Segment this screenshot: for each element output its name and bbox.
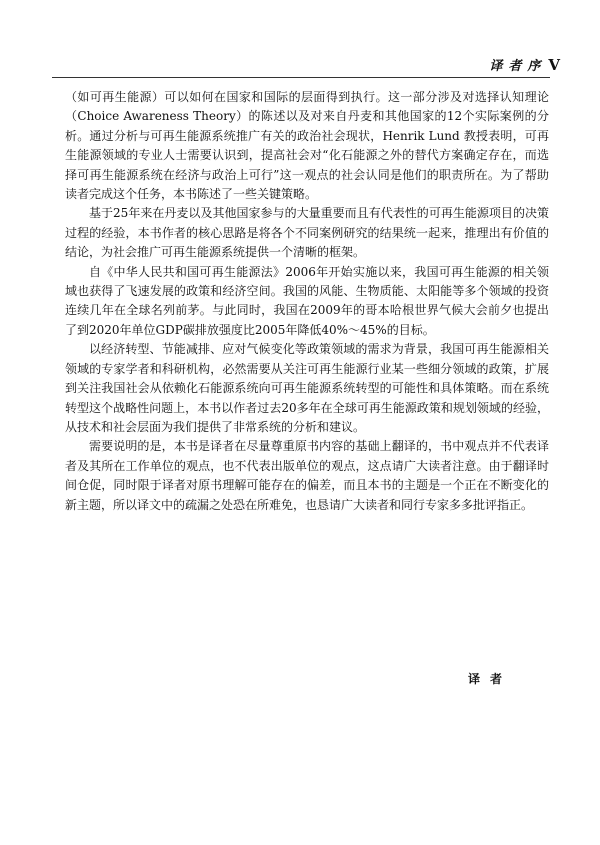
body-text — [65, 88, 549, 515]
translator-signature: 译者 — [468, 672, 513, 686]
paragraph: 自《中华人民共和国可再生能源法》2006年开始实施以来，我国可再生能源的相关领域也获得了飞速发展的政策和经济空间。我国的风能、生物质能、太阳能等多个领域的投资连续几年在全球名列前茅。与此同时，我国在2009年的哥本哈根世界气候大会前夕也提出了到2020年单位GDP碳排放强度比2005年降低40%～45%的目标。 — [65, 264, 549, 337]
paragraph: 需要说明的是，本书是译者在尽量尊重原书内容的基础上翻译的，书中观点并不代表译者及其所在工作单位的观点，也不代表出版单位的观点，这点请广大读者注意。由于翻译时间仓促，同时限于译者对原书理解可能存在的偏差，而且本书的主题是一个正在不断变化的新主题，所以译文中的疏漏之处恐在所难免，也恳请广大读者和同行专家多多批评指正。 — [65, 439, 549, 512]
section-title: 译者序 — [489, 59, 547, 74]
paragraph: （如可再生能源）可以如何在国家和国际的层面得到执行。这一部分涉及对选择认知理论（Choice Awareness Theory）的陈述以及对来自丹麦和其他国家的12个实际案例的分析。通过分析与可再生能源系统推广有关的政治社会现状，Henrik Lund 教授表明，可再生能源领域的专业人士需要认识到，提高社会对“化石能源之外的替代方案确定存在，而选择可再生能源系统在经济与政治上可行”这一观点的社会认同是他们的职责所在。为了帮助读者完成这个任务，本书陈述了一些关键策略。 — [65, 90, 549, 202]
running-header — [40, 54, 560, 76]
page-number: V — [548, 56, 560, 74]
header-rule — [52, 77, 550, 78]
paragraph: 以经济转型、节能减排、应对气候变化等政策领域的需求为背景，我国可再生能源相关领域的专家学者和科研机构，必然需要从关注可再生能源行业某一些细分领域的政策，扩展到关注我国社会从依赖化石能源系统向可再生能源系统转型的可能性和具体策略。而在系统转型这个战略性问题上，本书以作者过去20多年在全球可再生能源政策和规划领域的经验，从技术和社会层面为我们提供了非常系统的分析和建议。 — [65, 342, 549, 434]
paragraph: 基于25年来在丹麦以及其他国家参与的大量重要而且有代表性的可再生能源项目的决策过程的经验，本书作者的核心思路是将各个不同案例研究的结果统一起来，推理出有价值的结论，为社会推广可再生能源系统提供一个清晰的框架。 — [65, 206, 549, 260]
